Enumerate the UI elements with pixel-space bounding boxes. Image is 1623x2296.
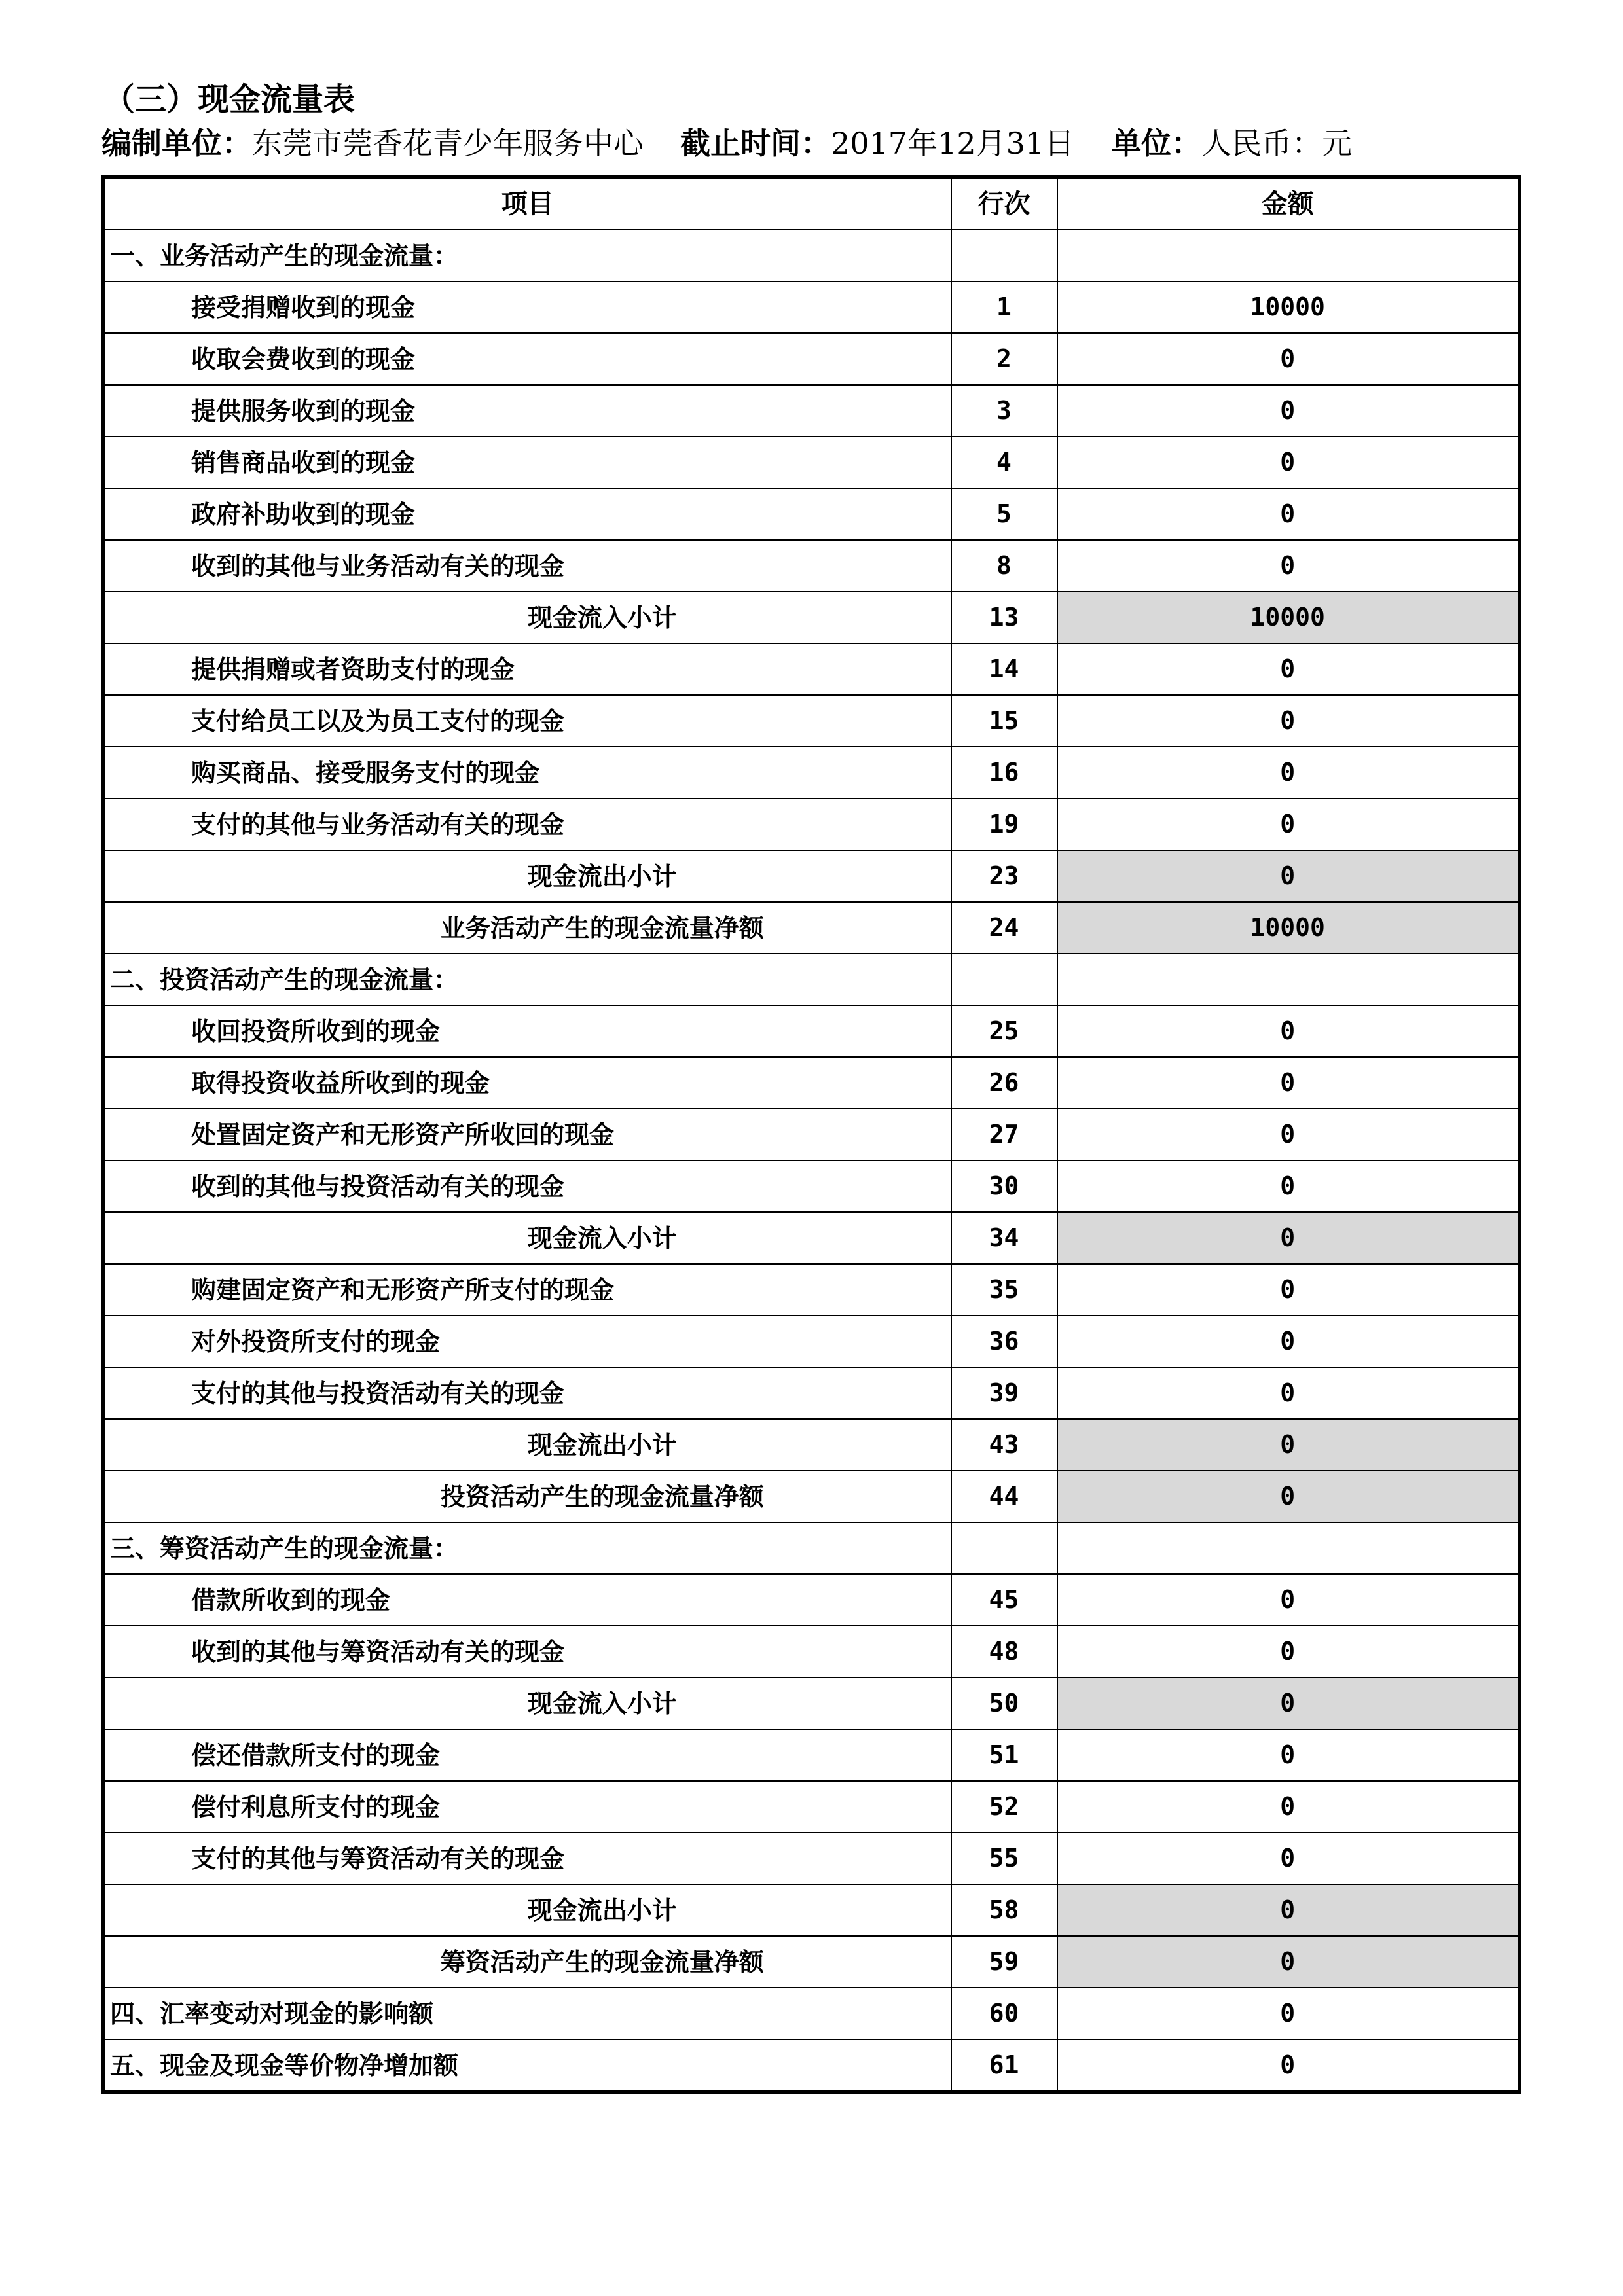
row-amount-cell: 0 (1057, 1367, 1520, 1419)
table-row (103, 1884, 1520, 1936)
row-amount-cell: 0 (1057, 747, 1520, 798)
row-item-cell: 收到的其他与业务活动有关的现金 (103, 540, 951, 592)
row-amount-cell: 10000 (1057, 281, 1520, 333)
row-item-label: 投资活动产生的现金流量净额 (440, 1482, 764, 1511)
row-number-cell: 60 (951, 1988, 1057, 2039)
header-item: 项目 (103, 177, 951, 230)
row-item-cell: 三、筹资活动产生的现金流量： (103, 1522, 951, 1574)
row-item-cell: 收到的其他与投资活动有关的现金 (103, 1160, 951, 1212)
row-item-cell: 收到的其他与筹资活动有关的现金 (103, 1626, 951, 1677)
table-row (103, 747, 1520, 798)
row-amount-cell: 0 (1057, 1109, 1520, 1160)
row-amount-cell: 0 (1057, 1626, 1520, 1677)
table-row (103, 850, 1520, 902)
row-amount-cell: 0 (1057, 695, 1520, 747)
table-row (103, 2039, 1520, 2092)
table-body (103, 230, 1520, 2092)
table-row (103, 385, 1520, 437)
row-amount-cell: 0 (1057, 1160, 1520, 1212)
row-item-cell: 政府补助收到的现金 (103, 488, 951, 540)
row-amount-cell: 0 (1057, 643, 1520, 695)
row-item-cell (103, 1936, 951, 1988)
row-number-cell: 5 (951, 488, 1057, 540)
header-amount: 金额 (1057, 177, 1520, 230)
date-value: 2017年12月31日 (831, 126, 1075, 161)
row-item-cell: 支付的其他与筹资活动有关的现金 (103, 1833, 951, 1884)
table-header-row (103, 177, 1520, 230)
row-number-cell: 39 (951, 1367, 1057, 1419)
row-item-cell: 偿付利息所支付的现金 (103, 1781, 951, 1833)
row-item-cell: 购建固定资产和无形资产所支付的现金 (103, 1264, 951, 1316)
row-number-cell: 43 (951, 1419, 1057, 1471)
row-number-cell: 19 (951, 798, 1057, 850)
row-item-cell: 借款所收到的现金 (103, 1574, 951, 1626)
row-number-cell (951, 954, 1057, 1005)
table-row (103, 954, 1520, 1005)
row-item-cell: 支付的其他与业务活动有关的现金 (103, 798, 951, 850)
row-amount-cell (1057, 954, 1520, 1005)
row-amount-cell: 0 (1057, 1264, 1520, 1316)
row-number-cell: 2 (951, 333, 1057, 385)
row-item-cell: 销售商品收到的现金 (103, 437, 951, 488)
row-number-cell: 16 (951, 747, 1057, 798)
row-number-cell: 8 (951, 540, 1057, 592)
row-item-cell: 收回投资所收到的现金 (103, 1005, 951, 1057)
row-amount-cell: 0 (1057, 1212, 1520, 1264)
row-item-cell (103, 1419, 951, 1471)
row-item-cell: 对外投资所支付的现金 (103, 1316, 951, 1367)
row-amount-cell: 0 (1057, 1316, 1520, 1367)
row-item-cell (103, 902, 951, 954)
row-item-cell: 收取会费收到的现金 (103, 333, 951, 385)
row-item-label: 现金流入小计 (527, 1223, 677, 1253)
row-number-cell: 59 (951, 1936, 1057, 1988)
table-row (103, 643, 1520, 695)
row-amount-cell: 0 (1057, 1471, 1520, 1522)
table-row (103, 695, 1520, 747)
row-item-cell (103, 1677, 951, 1729)
row-item-cell: 一、业务活动产生的现金流量： (103, 230, 951, 281)
row-number-cell: 23 (951, 850, 1057, 902)
row-number-cell: 27 (951, 1109, 1057, 1160)
header-row-number: 行次 (951, 177, 1057, 230)
row-item-cell (103, 1471, 951, 1522)
row-amount-cell: 10000 (1057, 592, 1520, 643)
table-row (103, 488, 1520, 540)
table-row (103, 1471, 1520, 1522)
row-number-cell: 61 (951, 2039, 1057, 2092)
document-meta (101, 123, 1352, 164)
table-row (103, 1626, 1520, 1677)
row-amount-cell: 0 (1057, 798, 1520, 850)
row-number-cell: 1 (951, 281, 1057, 333)
row-number-cell: 30 (951, 1160, 1057, 1212)
row-number-cell: 26 (951, 1057, 1057, 1109)
table-row (103, 1005, 1520, 1057)
row-item-label: 现金流出小计 (527, 861, 677, 891)
row-item-cell: 取得投资收益所收到的现金 (103, 1057, 951, 1109)
table-row (103, 1212, 1520, 1264)
row-number-cell: 44 (951, 1471, 1057, 1522)
row-number-cell: 3 (951, 385, 1057, 437)
row-item-cell (103, 850, 951, 902)
row-number-cell: 35 (951, 1264, 1057, 1316)
table-row (103, 1936, 1520, 1988)
row-item-cell: 接受捐赠收到的现金 (103, 281, 951, 333)
table-row (103, 540, 1520, 592)
table-row (103, 1781, 1520, 1833)
table-row (103, 1729, 1520, 1781)
row-item-cell: 五、现金及现金等价物净增加额 (103, 2039, 951, 2092)
table-row (103, 1574, 1520, 1626)
row-number-cell (951, 1522, 1057, 1574)
row-number-cell: 4 (951, 437, 1057, 488)
row-amount-cell: 0 (1057, 1781, 1520, 1833)
row-amount-cell: 0 (1057, 385, 1520, 437)
row-amount-cell: 0 (1057, 333, 1520, 385)
unit-label: 编制单位： (101, 126, 252, 161)
table-row (103, 1522, 1520, 1574)
row-item-label: 现金流入小计 (527, 603, 677, 632)
row-item-cell (103, 1884, 951, 1936)
row-item-cell (103, 592, 951, 643)
table-row (103, 1677, 1520, 1729)
row-number-cell: 24 (951, 902, 1057, 954)
row-number-cell: 15 (951, 695, 1057, 747)
row-item-cell: 提供服务收到的现金 (103, 385, 951, 437)
table-row (103, 1316, 1520, 1367)
row-number-cell: 45 (951, 1574, 1057, 1626)
row-amount-cell: 0 (1057, 1988, 1520, 2039)
row-amount-cell: 0 (1057, 1833, 1520, 1884)
row-amount-cell: 0 (1057, 1677, 1520, 1729)
table-row (103, 1367, 1520, 1419)
row-amount-cell: 0 (1057, 1574, 1520, 1626)
table-row (103, 798, 1520, 850)
document-title: （三）现金流量表 (103, 81, 356, 118)
row-item-label: 现金流出小计 (527, 1895, 677, 1925)
row-number-cell: 50 (951, 1677, 1057, 1729)
row-item-label: 业务活动产生的现金流量净额 (440, 913, 764, 942)
table-row (103, 281, 1520, 333)
row-amount-cell: 0 (1057, 1005, 1520, 1057)
table-row (103, 1833, 1520, 1884)
date-label: 截止时间： (680, 126, 831, 161)
table-row (103, 1160, 1520, 1212)
row-number-cell: 36 (951, 1316, 1057, 1367)
row-amount-cell: 0 (1057, 1884, 1520, 1936)
row-number-cell: 48 (951, 1626, 1057, 1677)
row-item-cell (103, 1212, 951, 1264)
row-number-cell: 14 (951, 643, 1057, 695)
row-number-cell: 51 (951, 1729, 1057, 1781)
table-row (103, 437, 1520, 488)
row-number-cell: 55 (951, 1833, 1057, 1884)
row-item-cell: 购买商品、接受服务支付的现金 (103, 747, 951, 798)
unit-value: 东莞市莞香花青少年服务中心 (252, 126, 644, 161)
row-item-label: 现金流出小计 (527, 1430, 677, 1460)
table-row (103, 1109, 1520, 1160)
row-item-cell: 二、投资活动产生的现金流量： (103, 954, 951, 1005)
row-amount-cell: 0 (1057, 540, 1520, 592)
table-row (103, 1264, 1520, 1316)
row-item-label: 筹资活动产生的现金流量净额 (440, 1947, 764, 1977)
row-amount-cell: 10000 (1057, 902, 1520, 954)
table-row (103, 1057, 1520, 1109)
row-item-cell: 偿还借款所支付的现金 (103, 1729, 951, 1781)
row-amount-cell: 0 (1057, 850, 1520, 902)
row-number-cell: 13 (951, 592, 1057, 643)
row-number-cell: 52 (951, 1781, 1057, 1833)
currency-value: 人民币：元 (1201, 126, 1353, 161)
row-number-cell: 25 (951, 1005, 1057, 1057)
table-row (103, 1988, 1520, 2039)
table-row (103, 230, 1520, 281)
row-number-cell: 34 (951, 1212, 1057, 1264)
row-item-cell: 支付给员工以及为员工支付的现金 (103, 695, 951, 747)
row-item-cell: 支付的其他与投资活动有关的现金 (103, 1367, 951, 1419)
row-amount-cell (1057, 1522, 1520, 1574)
row-amount-cell: 0 (1057, 488, 1520, 540)
row-number-cell (951, 230, 1057, 281)
row-item-label: 现金流入小计 (527, 1689, 677, 1718)
currency-label: 单位： (1111, 126, 1202, 161)
table-row (103, 902, 1520, 954)
row-number-cell: 58 (951, 1884, 1057, 1936)
row-item-cell: 处置固定资产和无形资产所收回的现金 (103, 1109, 951, 1160)
table-row (103, 333, 1520, 385)
row-amount-cell: 0 (1057, 2039, 1520, 2092)
row-item-cell: 四、汇率变动对现金的影响额 (103, 1988, 951, 2039)
row-amount-cell: 0 (1057, 1729, 1520, 1781)
row-amount-cell: 0 (1057, 1936, 1520, 1988)
cash-flow-table (101, 175, 1521, 2094)
row-amount-cell: 0 (1057, 1057, 1520, 1109)
table-row (103, 592, 1520, 643)
row-amount-cell (1057, 230, 1520, 281)
table-row (103, 1419, 1520, 1471)
row-amount-cell: 0 (1057, 437, 1520, 488)
row-amount-cell: 0 (1057, 1419, 1520, 1471)
row-item-cell: 提供捐赠或者资助支付的现金 (103, 643, 951, 695)
